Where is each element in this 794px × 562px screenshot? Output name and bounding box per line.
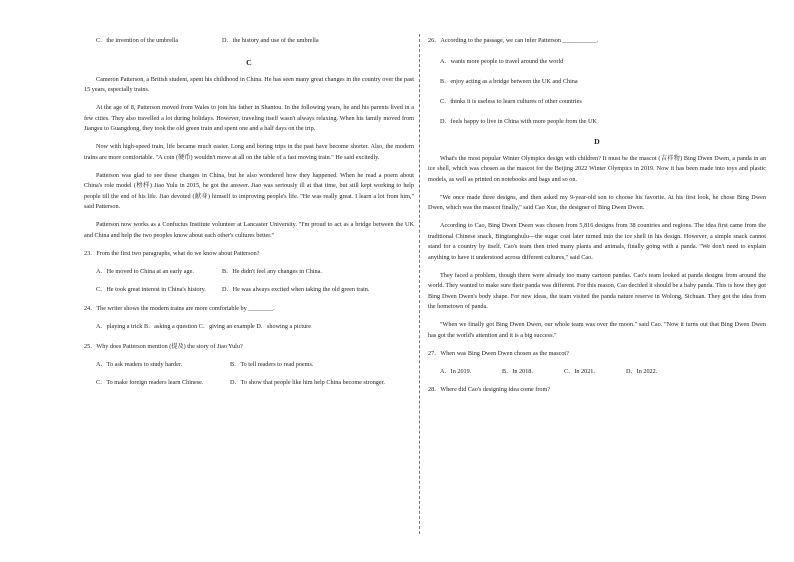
option-c: C．thinks it is useless to learn cultures of other countries (440, 98, 582, 106)
question-25-options-ab (84, 360, 414, 370)
option-b: B．enjoy acting as a bridge between the UK and China (440, 78, 578, 86)
question-28-stem: 28．Where did Cao's designing idea come from? (428, 386, 551, 394)
option-c: C．In 2021. (564, 368, 595, 376)
option-d: D．the history and use of the umbrella (222, 37, 319, 44)
option-c: C．He took great interest in China's history. (96, 286, 206, 294)
option-c: C．the invention of the umbrella (96, 37, 179, 44)
question-25-options-cd (84, 378, 414, 388)
passage-d-paragraph: They faced a problem, though there were already too many cartoon pandas. Cao's team looked at panda designs from around the world. They wanted to make sure their panda was different. For this reason, Cao decided it should be a baby panda. This is how they got Bing Dwen Dwen's body shape. For new ideas, the team visited the panda nature reserve in Wolong, Sichuan. They got the idea from the hometown of panda. (428, 271, 766, 311)
section-heading-c: C (246, 58, 252, 68)
question-24-options: A．playing a trick B．asking a question C．giving an example D．showing a picture (96, 322, 311, 330)
passage-d-paragraph: What's the most popular Winter Olympics design with children? It must be the mascot (吉祥物) Bing Dwen Dwen, a panda in an ice shell, which was chosen as the mascot for the Beijing 2022 Winter Olympics in 2019. Now it has been made into toys and plastic models, as well as printed on notebooks and bags and so on. (428, 154, 766, 183)
passage-c-paragraph: Now with high-speed train, life became much easier. Long and boring trips in the past have become shorter. Also, the modern trains are more comfortable. "A coin (硬币) wouldn't move at all on the table of a fast moving train." He said excitedly. (84, 143, 414, 161)
question-25-stem: 25．Why does Patterson mention (提及) the story of Jiao Yulu? (84, 342, 243, 350)
question-24-stem: 24．The writer shows the modern trains are more comfortable by ________. (84, 304, 275, 312)
q22-options-cd (84, 36, 414, 46)
passage-d-paragraph: According to Cao, Bing Dwen Dwen was chosen from 5,816 designs from 38 countries and regions. The idea first came from the traditional Chinese snack, Bingtanghulu—the sugar coat later turned into the ice shell in his design. However, a simple snack cannot stand for a country by itself. Cao's team then tried many plants and animals, finally going with a panda. "We don't need to explain anything to have it understood across different cultures," said Cao. (428, 222, 766, 261)
option-d: D．In 2022. (626, 368, 658, 376)
passage-c-paragraph: Cameron Patterson, a British student, spent his childhood in China. He has seen many great changes in the country over the past 15 years, especially trains. (84, 75, 414, 94)
right-column (428, 36, 766, 404)
option-b: B．In 2018. (502, 368, 533, 376)
option-b: B．He didn't feel any changes in China. (222, 268, 322, 276)
question-27-options (428, 367, 766, 377)
option-a: A．He moved to China at an early age. (96, 268, 194, 276)
passage-c-paragraph: Patterson now works as a Confucius Institute volunteer at Lancaster University. "I'm proud to act as a bridge between the UK and China and help the two peoples know about each other's cultures better." (84, 221, 414, 239)
passage-d-paragraph: "When we finally got Bing Dwen Dwen, our whole team was over the moon." said Cao. "Now it turns out that Bing Dwen Dwen has got the world's attention and it is a big success." (428, 321, 766, 339)
left-column (84, 36, 414, 397)
option-d: D．He was always excited when taking the old green train. (222, 286, 370, 294)
option-b: B．To tell readers to read poems. (230, 361, 314, 369)
option-a: A．wants more people to travel around the world (440, 58, 564, 66)
option-a: A．To ask readers to study harder. (96, 361, 183, 369)
option-d: D．feels happy to live in China with more people from the UK (440, 118, 597, 126)
question-26-stem: 26．According to the passage, we can infer Patterson ___________. (428, 37, 599, 44)
passage-d-paragraph: "We once made three designs, and then asked my 9-year-old son to choose his favorite. At his first look, he chose Bing Dwen Dwen, which was the mascot finally," said Cao Xue, the designer of Bing Dwen Dwen. (428, 193, 766, 212)
column-divider (419, 34, 420, 534)
question-23-options-cd (84, 285, 414, 295)
passage-c-paragraph: Patterson was glad to see these changes in China, but he also wondered how they happened. When he read a poem about China's role model (榜样) Jiao Yulu in 2015, he got the answer. Jiao was seriously ill at that time, but still kept working to help people till the end of his life. Jiao devoted (献身) himself to improving people's life. "He was really great. I learn a lot from him," said Patterson. (84, 172, 414, 211)
question-23-stem: 23．From the first two paragraphs, what do we know about Patterson? (84, 250, 260, 258)
option-d: D．To show that people like him help China become stronger. (230, 379, 385, 387)
section-heading-d: D (594, 137, 600, 147)
passage-c-paragraph: At the age of 8, Patterson moved from Wales to join his father in Shantou. In the following years, he and his parents lived in a few cities. They also travelled a lot during holidays. However, traveling itself wasn't always relaxing. When his family moved from Jiangsu to Guangdong, they took the old green train and spent one and a half days on the trip. (84, 104, 414, 133)
option-a: A．In 2019. (440, 368, 472, 376)
question-23-options-ab (84, 267, 414, 277)
question-27-stem: 27．When was Bing Dwen Dwen chosen as the mascot? (428, 349, 569, 357)
option-c: C．To make foreign readers learn Chinese. (96, 379, 204, 387)
